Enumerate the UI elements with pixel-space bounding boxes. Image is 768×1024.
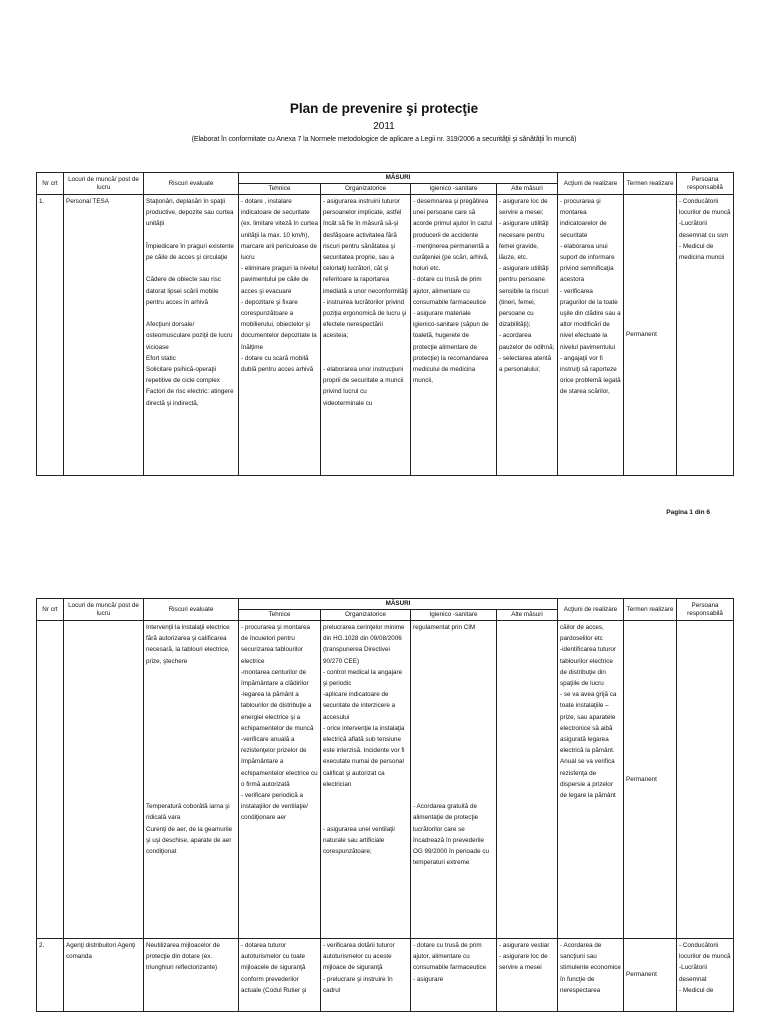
header-nr: Nr crt [37, 173, 64, 195]
document-page-2 [0, 560, 768, 1024]
header-actiuni: Acţiuni de realizare [558, 173, 624, 195]
cell-organizatorice: - asigurarea instruirii tuturor persoanelor implicate, astfel încât să fie în măsură să-şi desfăşoare activitatea fără riscuri pentru sănătatea şi securitatea proprie, sau a celorlalţi lucrători, căt şi referitoare la raportarea imediată a unor neconformităţi - instruirea lucrătorilor privind poziţia ergonomică de lucru şi efectele nerespectării acesteia; - elaborarea unor instrucţiuni proprii de securitate a muncii privind lucrul cu videoterminale cu [321, 195, 411, 476]
prevention-plan-table-continued [36, 598, 734, 1012]
table-row [37, 621, 734, 939]
cell-igienico: regulamentat prin CIM - Acordarea gratuită de alimentaţie de protecţie lucrătorilor care se încadrează în prevederile OG 99/2000 în perioade cu temperaturi extreme [411, 621, 497, 939]
cell-actiuni: - procurarea şi montarea indicatoarelor de securitate - elaborarea unui suport de informare privind semnificaţia acestora - verificarea pragurilor de la toate uşile din clădire sau a altor modificări de nivel efectuate la nivelul pavimentului - angajaţii vor fi instruiţi să raporteze orice problemă legată de starea scărilor, [558, 195, 624, 476]
cell-riscuri: Intervenţii la instalaţii electrice fără autorizarea şi calificarea necesară, la tablouri electrice, prize, ştechere Temperatură coborâtă iarna şi ridicată vara Curenţi de aer, de la geamurile şi uşi deschise, aparate de aer condiţionat [144, 621, 239, 939]
prevention-plan-table [36, 172, 734, 476]
header-termen: Termen realizare [624, 599, 677, 621]
cell-igienico: - dotare cu trusă de prim ajutor, alimentare cu consumabile farmaceutice - asigurare [411, 939, 497, 1012]
document-subtitle: (Elaborat în conformitate cu Anexa 7 la Normele metodologice de aplicare a Legii nr. 319/2006 a securităţii şi sănătăţii în muncă) [191, 136, 577, 143]
header-termen: Termen realizare [624, 173, 677, 195]
header-locuri: Locuri de muncă/ post de lucru [64, 599, 144, 621]
cell-actiuni: - Acordarea de sancţiuni sau stimulente economice în funcţie de nerespectarea [558, 939, 624, 1012]
cell-locuri: Personal TESA [64, 195, 144, 476]
cell-tehnice: - procurarea şi montarea de încuietori pentru securizarea tablourilor electrice -montarea centurilor de împământare a clădirilor -legarea la pământ a tablourilor de distribuţie a energiei electrice şi a echipamentelor de muncă -verificare anuală a rezistenţelor prizelor de împământare a echipamentelor electrice cu o firmă autorizată - verificare periodică a instalaţiilor de ventilaţie/ condiţionare aer [239, 621, 321, 939]
header-organizatorice: Organizatorice [321, 610, 411, 621]
cell-nr: 2. [37, 939, 64, 1012]
header-riscuri: Riscuri evaluate [144, 173, 239, 195]
cell-tehnice: - dotarea tuturor autoturismelor cu toate mijloacele de siguranţă conform prevederilor actuale (Codul Rutier şi [239, 939, 321, 1012]
cell-termen: Permanent [624, 621, 677, 939]
cell-alte: - asigurare loc de servire a mesei; - asigurare utilităţi necesare pentru femei gravide, lăuze, etc. - asigurare utilităţi pentru persoane sensibile la riscuri (tineri, femei, persoane cu dizabilităţi); - acordarea pauzelor de odihnă; - selectarea atentă a personalului; [497, 195, 558, 476]
header-nr: Nr crt [37, 599, 64, 621]
header-persoana: Persoana responsabilă [677, 173, 734, 195]
cell-termen: Permanent [624, 195, 677, 476]
header-tehnice: Tehnice [239, 184, 321, 195]
table-row [37, 195, 734, 476]
header-igienico: Igienico -sanitare [411, 610, 497, 621]
cell-tehnice: - dotare , instalare indicatoare de securitate (ex. limitare viteză în curtea unităţii la max. 10 km/h), marcare arii periculoase de lucru - eliminare praguri la nivelul pavimentului pe căile de acces şi evacuare - depozitare şi fixare corespunzătoare a mobilierului, obiectelor şi documentelor depozitate la înălţime - dotare cu scară mobilă dublă pentru acces arhivă [239, 195, 321, 476]
page-footer: Pagina 1 din 6 [666, 509, 710, 516]
header-alte: Alte măsuri [497, 610, 558, 621]
header-organizatorice: Organizatorice [321, 184, 411, 195]
cell-persoana: - Conducătorii locurilor de muncă -Lucrătorii desemnat - Medicul de [677, 939, 734, 1012]
header-persoana: Persoana responsabilă [677, 599, 734, 621]
cell-locuri [64, 621, 144, 939]
document-year: 2011 [373, 121, 395, 132]
cell-alte [497, 621, 558, 939]
header-igienico: Igienico -sanitare [411, 184, 497, 195]
page-title: Plan de prevenire şi protecţie [289, 101, 479, 116]
cell-actiuni: căilor de acces, pardoselilor etc -identificarea tuturor tablourilor electrice de distribuţie din spaţiile de lucru - se va avea grijă ca toate instalaţiile – prize, sau aparatele electronice să aibă asigurată legarea electrică la pământ. Anual se va verifica rezistenţa de dispersie a prizelor de legare la pământ [558, 621, 624, 939]
cell-termen: Permanent [624, 939, 677, 1012]
cell-riscuri: Neutilizarea mijloacelor de protecţie din dotare (ex. triunghiuri reflectorizante) [144, 939, 239, 1012]
cell-persoana [677, 621, 734, 939]
header-alte: Alte măsuri [497, 184, 558, 195]
cell-alte: - asigurare vestiar - asigurare loc de servire a mesei [497, 939, 558, 1012]
header-locuri: Locuri de muncă/ post de lucru [64, 173, 144, 195]
header-tehnice: Tehnice [239, 610, 321, 621]
cell-nr: 1. [37, 195, 64, 476]
cell-riscuri: Staţionări, deplasări în spaţii productive, depozite sau curtea unităţii Împiedicare în praguri existente pe căile de acces şi circulaţie Cădere de obiecte sau risc datorat lipsei scării mobile pentru acces în arhivă Afecţiuni dorsale/ osteomusculare poziţii de lucru vicioase Efort static Solicitare psihică-operaţii repetitive de cicle complex Factori de risc electric: atingere directă şi indirectă, [144, 195, 239, 476]
header-masuri: MĂSURI [239, 173, 558, 184]
header-masuri: MĂSURI [239, 599, 558, 610]
header-actiuni: Acţiuni de realizare [558, 599, 624, 621]
cell-locuri: Agenţi distribuitori Agenţi comanda [64, 939, 144, 1012]
cell-persoana: - Conducătorii locurilor de muncă -Lucrătorii desemnat cu ssm - Medicul de medicina muncii [677, 195, 734, 476]
cell-organizatorice: prelucrarea cerinţelor minime din HG.1028 din 09/08/2006 (transpunerea Directivei 90/270 CEE) - control medical la angajare şi periodic -aplicare indicatoare de securitate de interzicere a accesului - orice intervenţie la instalaţia electrică aflată sub tensiune este interzisă. Incidente vor fi executate numai de personal calificat şi autorizat ca electrician - asigurarea unei ventilaţii naturale sau artificiale corespunzătoare; [321, 621, 411, 939]
table-row [37, 939, 734, 1012]
cell-igienico: - desemnarea şi pregătirea unei persoane care să acorde primul ajutor în cazul producerii de accidente - menţinerea permanentă a curăţeniei (pe scări, arhivă, holuri etc. - dotare cu trusă de prim ajutor, alimentare cu consumabile farmaceutice - asigurare materiale igienico-sanitare (săpun de toaletă, hugerete de protecţie alimentare de protecţie) la recomandarea medicului de medicina muncii, [411, 195, 497, 476]
header-riscuri: Riscuri evaluate [144, 599, 239, 621]
cell-nr [37, 621, 64, 939]
cell-organizatorice: - verificarea dotării tuturor autoturismelor cu aceste mijloace de siguranţă - prelucrare şi instruire în cadrul [321, 939, 411, 1012]
